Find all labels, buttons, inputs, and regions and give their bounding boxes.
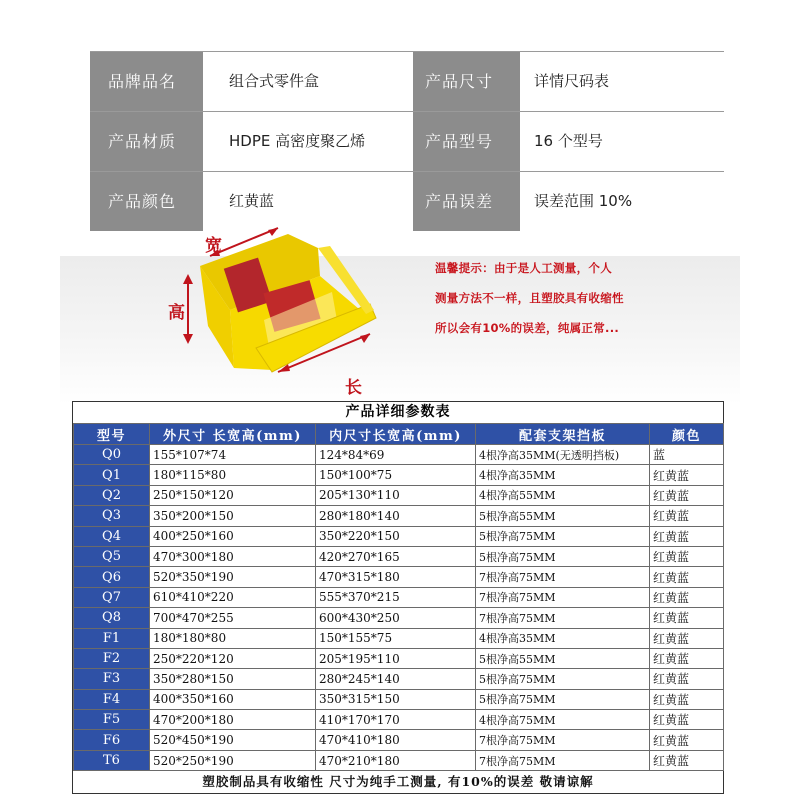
- parts-bin-image: [160, 222, 390, 392]
- table-row: [74, 648, 724, 668]
- bracket-cell: 5根净高55MM: [476, 648, 650, 668]
- bracket-cell: 4根净高55MM: [476, 485, 650, 505]
- table-row: [74, 669, 724, 689]
- color-cell: 红黄蓝: [650, 587, 724, 607]
- info-value-color: 红黄蓝: [203, 172, 413, 231]
- info-label-tolerance: 产品误差: [413, 172, 520, 231]
- bracket-cell: 4根净高35MM(无透明挡板): [476, 445, 650, 465]
- model-cell: F6: [74, 730, 150, 750]
- outer-size-cell: 520*250*190: [150, 750, 316, 770]
- inner-size-cell: 470*210*180: [316, 750, 476, 770]
- inner-size-cell: 205*130*110: [316, 485, 476, 505]
- notice-line: 温馨提示：由于是人工测量，个人: [435, 261, 612, 275]
- color-cell: 红黄蓝: [650, 567, 724, 587]
- model-cell: Q7: [74, 587, 150, 607]
- info-label-color: 产品颜色: [90, 172, 203, 231]
- bracket-cell: 7根净高75MM: [476, 587, 650, 607]
- table-row: [74, 485, 724, 505]
- outer-size-cell: 700*470*255: [150, 608, 316, 628]
- notice-line: 测量方法不一样，且塑胶具有收缩性: [435, 291, 624, 305]
- model-cell: Q0: [74, 445, 150, 465]
- table-row: [74, 445, 724, 465]
- color-cell: 红黄蓝: [650, 669, 724, 689]
- measurement-notice: [435, 260, 735, 350]
- color-cell: 红黄蓝: [650, 628, 724, 648]
- header-color: 颜色: [650, 424, 724, 445]
- color-cell: 红黄蓝: [650, 608, 724, 628]
- header-model: 型号: [74, 424, 150, 445]
- header-bracket: 配套支架挡板: [476, 424, 650, 445]
- bracket-cell: 7根净高75MM: [476, 730, 650, 750]
- bracket-cell: 5根净高75MM: [476, 526, 650, 546]
- outer-size-cell: 470*300*180: [150, 546, 316, 566]
- model-cell: F4: [74, 689, 150, 709]
- model-cell: F3: [74, 669, 150, 689]
- outer-size-cell: 180*115*80: [150, 465, 316, 485]
- spec-grid: [73, 423, 724, 771]
- info-label-material: 产品材质: [90, 112, 203, 171]
- model-cell: F1: [74, 628, 150, 648]
- outer-size-cell: 180*180*80: [150, 628, 316, 648]
- info-value-model: 16 个型号: [520, 112, 724, 171]
- bracket-cell: 4根净高35MM: [476, 465, 650, 485]
- model-cell: Q2: [74, 485, 150, 505]
- outer-size-cell: 350*200*150: [150, 506, 316, 526]
- width-label: 宽: [205, 236, 222, 256]
- outer-size-cell: 250*150*120: [150, 485, 316, 505]
- inner-size-cell: 350*315*150: [316, 689, 476, 709]
- table-row: [74, 546, 724, 566]
- outer-size-cell: 610*410*220: [150, 587, 316, 607]
- inner-size-cell: 350*220*150: [316, 526, 476, 546]
- color-cell: 红黄蓝: [650, 710, 724, 730]
- table-row: [74, 567, 724, 587]
- outer-size-cell: 400*350*160: [150, 689, 316, 709]
- info-label-brand: 品牌品名: [90, 52, 203, 111]
- info-value-size: 详情尺码表: [520, 52, 724, 111]
- model-cell: Q4: [74, 526, 150, 546]
- model-cell: Q8: [74, 608, 150, 628]
- bracket-cell: 5根净高75MM: [476, 546, 650, 566]
- model-cell: Q1: [74, 465, 150, 485]
- spec-footer-note: 塑胶制品具有收缩性 尺寸为纯手工测量, 有10%的误差 敬请谅解: [202, 774, 594, 790]
- info-label-model: 产品型号: [413, 112, 520, 171]
- table-row: [74, 506, 724, 526]
- model-cell: F2: [74, 648, 150, 668]
- color-cell: 红黄蓝: [650, 546, 724, 566]
- bracket-cell: 7根净高75MM: [476, 750, 650, 770]
- bracket-cell: 7根净高75MM: [476, 608, 650, 628]
- model-cell: Q5: [74, 546, 150, 566]
- color-cell: 红黄蓝: [650, 485, 724, 505]
- color-cell: 红黄蓝: [650, 506, 724, 526]
- header-inner-size: 内尺寸长宽高(mm): [316, 424, 476, 445]
- bracket-cell: 4根净高35MM: [476, 628, 650, 648]
- info-value-brand: 组合式零件盒: [203, 52, 413, 111]
- model-cell: Q6: [74, 567, 150, 587]
- inner-size-cell: 150*155*75: [316, 628, 476, 648]
- length-label: 长: [345, 378, 362, 398]
- inner-size-cell: 470*410*180: [316, 730, 476, 750]
- color-cell: 蓝: [650, 445, 724, 465]
- outer-size-cell: 250*220*120: [150, 648, 316, 668]
- spec-body: [74, 445, 724, 771]
- inner-size-cell: 150*100*75: [316, 465, 476, 485]
- outer-size-cell: 520*350*190: [150, 567, 316, 587]
- height-label: 高: [168, 303, 185, 323]
- outer-size-cell: 400*250*160: [150, 526, 316, 546]
- info-value-material: HDPE 高密度聚乙烯: [203, 112, 413, 171]
- inner-size-cell: 280*245*140: [316, 669, 476, 689]
- bracket-cell: 4根净高75MM: [476, 710, 650, 730]
- info-value-tolerance: 误差范围 10%: [520, 172, 724, 231]
- color-cell: 红黄蓝: [650, 465, 724, 485]
- table-row: [74, 526, 724, 546]
- bracket-cell: 5根净高55MM: [476, 506, 650, 526]
- notice-line: 所以会有10%的误差，纯属正常...: [435, 321, 620, 335]
- table-row: [74, 750, 724, 770]
- product-info-table: [90, 51, 724, 230]
- inner-size-cell: 205*195*110: [316, 648, 476, 668]
- inner-size-cell: 470*315*180: [316, 567, 476, 587]
- inner-size-cell: 420*270*165: [316, 546, 476, 566]
- inner-size-cell: 410*170*170: [316, 710, 476, 730]
- table-row: [74, 710, 724, 730]
- table-row: [74, 689, 724, 709]
- inner-size-cell: 555*370*215: [316, 587, 476, 607]
- inner-size-cell: 600*430*250: [316, 608, 476, 628]
- spec-table: [72, 401, 724, 794]
- table-row: [74, 628, 724, 648]
- model-cell: T6: [74, 750, 150, 770]
- color-cell: 红黄蓝: [650, 730, 724, 750]
- color-cell: 红黄蓝: [650, 648, 724, 668]
- bracket-cell: 5根净高75MM: [476, 689, 650, 709]
- inner-size-cell: 124*84*69: [316, 445, 476, 465]
- table-row: [74, 587, 724, 607]
- color-cell: 红黄蓝: [650, 750, 724, 770]
- model-cell: Q3: [74, 506, 150, 526]
- table-row: [74, 608, 724, 628]
- bracket-cell: 5根净高75MM: [476, 669, 650, 689]
- outer-size-cell: 470*200*180: [150, 710, 316, 730]
- inner-size-cell: 280*180*140: [316, 506, 476, 526]
- table-row: [74, 730, 724, 750]
- product-illustration: [60, 236, 740, 404]
- info-row-brand: [90, 52, 724, 111]
- outer-size-cell: 520*450*190: [150, 730, 316, 750]
- outer-size-cell: 350*280*150: [150, 669, 316, 689]
- color-cell: 红黄蓝: [650, 526, 724, 546]
- color-cell: 红黄蓝: [650, 689, 724, 709]
- spec-table-title: 产品详细参数表: [345, 404, 451, 420]
- spec-header-row: [74, 424, 724, 445]
- info-row-material: [90, 112, 724, 171]
- info-label-size: 产品尺寸: [413, 52, 520, 111]
- table-row: [74, 465, 724, 485]
- outer-size-cell: 155*107*74: [150, 445, 316, 465]
- header-outer-size: 外尺寸 长宽高(mm): [150, 424, 316, 445]
- bracket-cell: 7根净高75MM: [476, 567, 650, 587]
- model-cell: F5: [74, 710, 150, 730]
